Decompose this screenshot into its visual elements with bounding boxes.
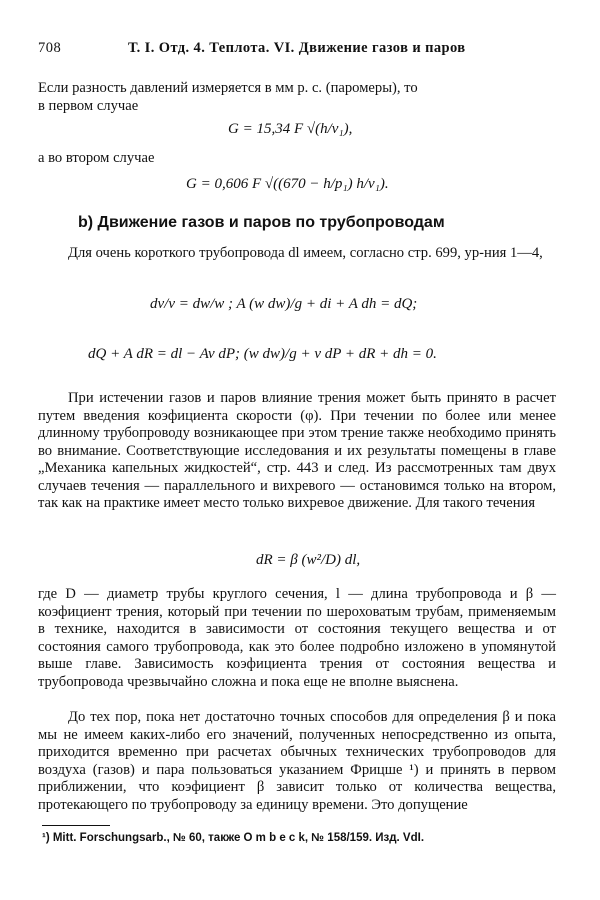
second-case-text: а во втором случае xyxy=(38,150,155,166)
paragraph-friction: При истечении газов и паров влияние трения может быть принято в расчет путем введения коэфициента скорости (φ). При течении по более или менее длинному трубопроводу возникающее при этом трение также необходимо принять во внимание. Соответствующие исследования и их результаты помещены в главе „Механика капельных жидкостей“, стр. 443 и след. Из рассмотренных там двух случаев течения — параллельного и вихревого — остановимся только на втором, так как на практике имеет место только вихревое движение. Для такого течения xyxy=(38,390,556,511)
footnote-divider xyxy=(42,825,110,826)
formula-flow-second-case: G = 0,606 F √((670 − h/p₁) h/v₁). xyxy=(186,176,389,192)
formula-friction-balance: dQ + A dR = dl − Av dP; (w dw)/g + v dP + dR + dh = 0. xyxy=(88,346,437,362)
page-header xyxy=(38,40,560,62)
footnote: ¹) Mitt. Forschungsarb., № 60, также O m b e c k, № 158/159. Изд. VdI. xyxy=(42,832,425,844)
paragraph-definitions: где D — диаметр трубы круглого сечения, l — длина трубопровода и β — коэфициент трения, который при течении по шероховатым трубам, применяемым в технике, находится в зависимости от состояния текущего вещества и от состояния самого трубопровода, как это более подробно изложено в упомянутой выше главе. Зависимость коэфициента трения от состояния вещества и трубопровода чрезвычайно сложна и пока еще не вполне выяснена. xyxy=(38,586,556,690)
formula-friction-resistance: dR = β (w²/D) dl, xyxy=(256,552,361,568)
intro-line-2: в первом случае xyxy=(38,98,139,114)
paragraph-short-pipe: Для очень короткого трубопровода dl имеем, согласно стр. 699, ур-ния 1—4, xyxy=(68,245,543,261)
intro-line-1: Если разность давлений измеряется в мм р. с. (паромеры), то xyxy=(38,80,418,96)
running-title: Т. I. Отд. 4. Теплота. VI. Движение газов и паров xyxy=(128,40,466,56)
page-number: 708 xyxy=(38,40,62,56)
paragraph-fritzsche: До тех пор, пока нет достаточно точных способов для определения β и пока мы не имеем каких-либо его значений, полученных непосредственно из опыта, приходится временно при расчетах обычных технических трубопроводов для воздуха (газов) и пара пользоваться указанием Фрицше ¹) и принять в первом приближении, что коэфициент β зависит только от количества вещества, протекающего по трубопроводу за единицу времени. Это допущение xyxy=(38,709,556,813)
section-heading: b) Движение газов и паров по трубопроводам xyxy=(78,214,445,231)
formula-energy-balance: dv/v = dw/w ; A (w dw)/g + di + A dh = dQ; xyxy=(150,296,418,312)
formula-flow-first-case: G = 15,34 F √(h/v₁), xyxy=(228,121,353,137)
